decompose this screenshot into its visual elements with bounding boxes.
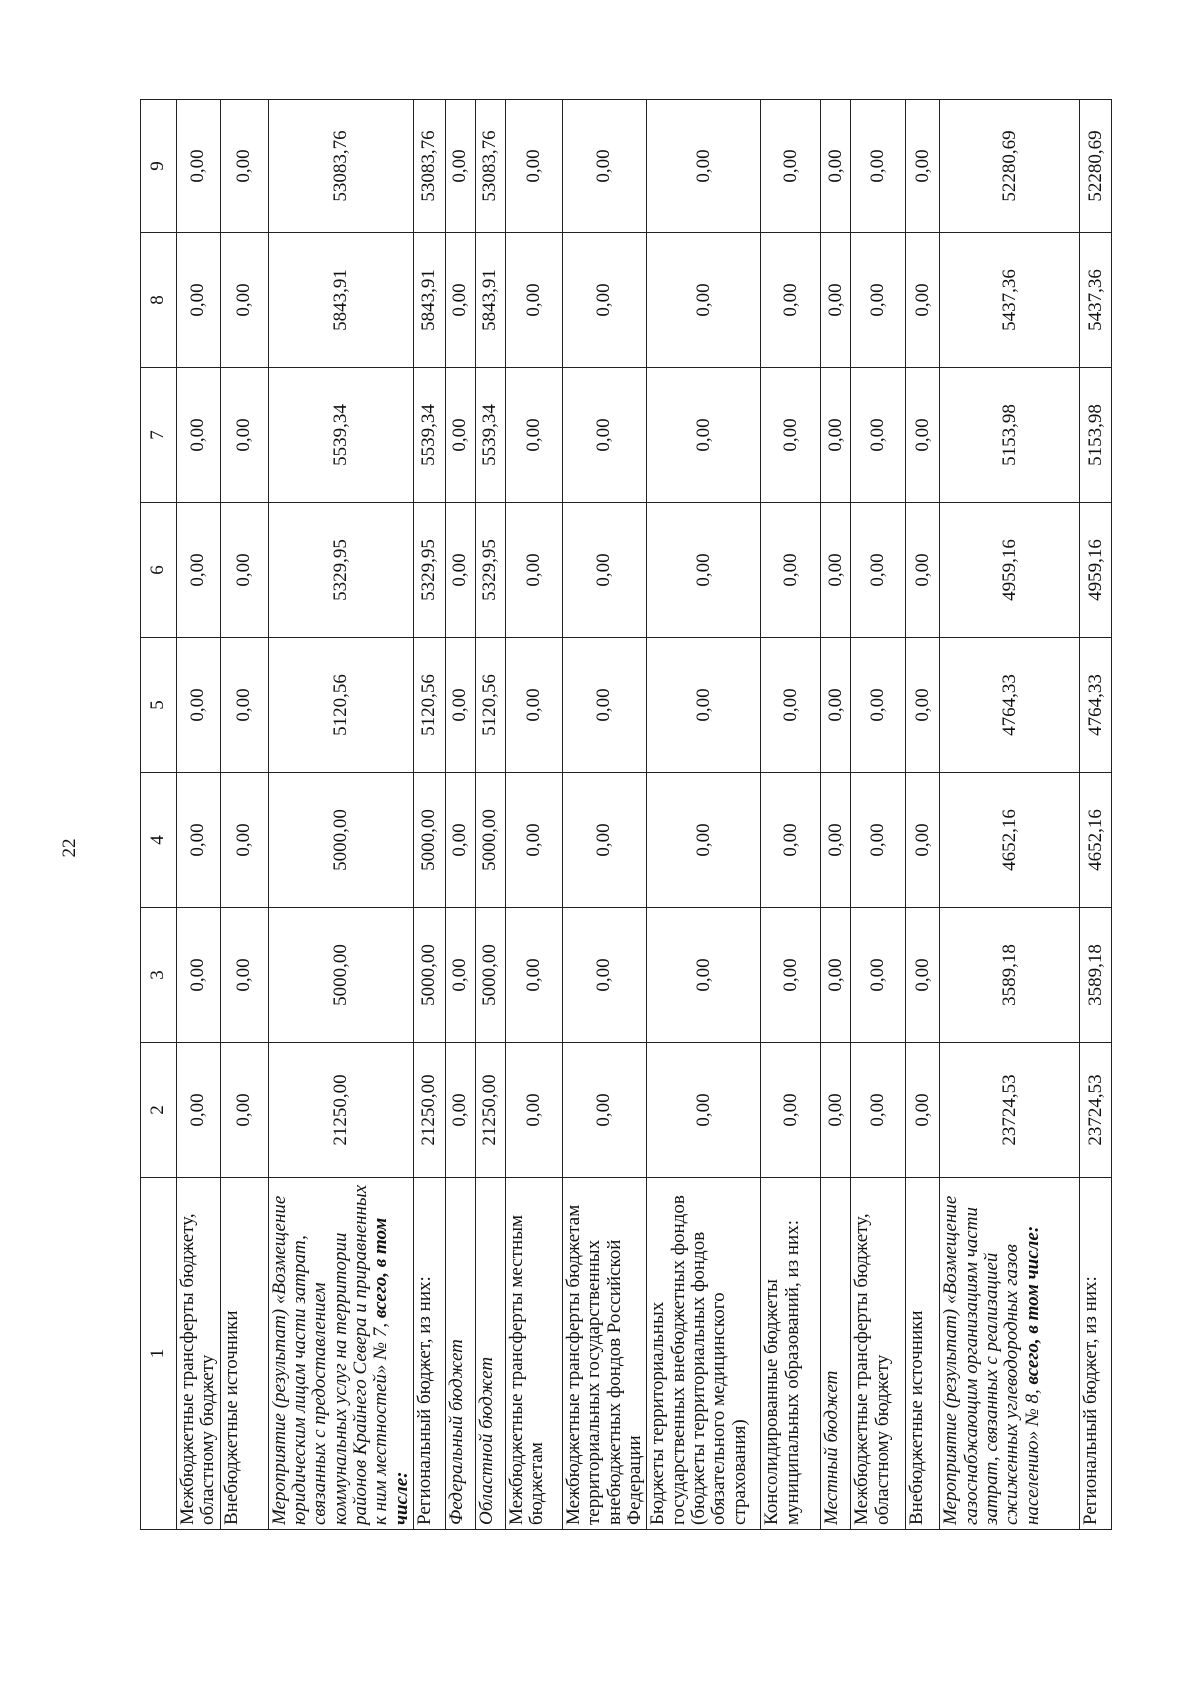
row-label-text: Региональный бюджет, из них: [1080,1276,1102,1525]
row-label-text: Межбюджетные трансферты бюджету, областному бюджету [851,1213,893,1525]
value-cell: 5000,00 [413,773,445,908]
column-number: 3 [141,908,177,1043]
value-cell: 3589,18 [940,908,1080,1043]
value-cell: 0,00 [445,773,475,908]
value-cell: 0,00 [906,233,940,368]
value-cell: 5539,34 [268,368,413,503]
value-cell: 0,00 [647,908,761,1043]
row-label-text: Межбюджетные трансферты бюджету, областному бюджету [177,1213,219,1525]
value-cell: 0,00 [445,503,475,638]
value-cell: 0,00 [761,773,821,908]
table-row [475,100,505,1530]
value-cell: 0,00 [220,908,268,1043]
value-cell: 0,00 [906,503,940,638]
value-cell: 5000,00 [413,908,445,1043]
row-label [268,1178,413,1530]
row-label-text: Областной бюджет [475,1356,497,1525]
value-cell: 5329,95 [268,503,413,638]
table-row [220,100,268,1530]
value-cell: 4652,16 [940,773,1080,908]
value-cell: 5843,91 [413,233,445,368]
row-label-text: Мероприятие (результат) «Возмещение газоснабжающим организациям части затрат, связанных с реализацией сжиженных углеводородных газов населению» № 8, [940,1195,1043,1525]
value-cell: 0,00 [906,773,940,908]
row-label [906,1178,940,1530]
row-label [177,1178,221,1530]
value-cell: 5000,00 [475,908,505,1043]
value-cell: 0,00 [220,1043,268,1178]
value-cell: 0,00 [821,233,851,368]
value-cell: 0,00 [220,503,268,638]
value-cell: 0,00 [647,638,761,773]
value-cell: 0,00 [821,908,851,1043]
value-cell: 0,00 [906,1043,940,1178]
value-cell: 0,00 [761,368,821,503]
table-row [761,100,821,1530]
budget-table-body [141,100,1112,1530]
value-cell: 4959,16 [1080,503,1112,638]
value-cell: 5120,56 [268,638,413,773]
row-label-text: Внебюджетные источники [220,1310,242,1525]
row-label [475,1178,505,1530]
value-cell: 5437,36 [1080,233,1112,368]
value-cell: 0,00 [562,368,646,503]
value-cell: 5120,56 [475,638,505,773]
value-cell: 0,00 [647,503,761,638]
row-label [505,1178,562,1530]
value-cell: 0,00 [177,503,221,638]
value-cell: 4764,33 [940,638,1080,773]
value-cell: 0,00 [220,100,268,233]
value-cell: 0,00 [505,100,562,233]
column-number: 2 [141,1043,177,1178]
value-cell: 0,00 [647,773,761,908]
row-label-text: Межбюджетные трансферты местным бюджетам [505,1215,548,1525]
value-cell: 5153,98 [940,368,1080,503]
row-label-text: Консолидированные бюджеты муниципальных образований, из них: [761,1220,803,1525]
table-row [940,100,1080,1530]
value-cell: 0,00 [562,1043,646,1178]
value-cell: 4959,16 [940,503,1080,638]
value-cell: 21250,00 [268,1043,413,1178]
value-cell: 0,00 [177,908,221,1043]
value-cell: 52280,69 [1080,100,1112,233]
row-label-text: Бюджеты территориальных государственных внебюджетных фондов (бюджеты территориальных фондов обязательного медицинского страхования) [647,1195,750,1525]
value-cell: 0,00 [761,503,821,638]
value-cell: 0,00 [851,100,906,233]
value-cell: 0,00 [505,233,562,368]
row-label [851,1178,906,1530]
value-cell: 52280,69 [940,100,1080,233]
value-cell: 5329,95 [475,503,505,638]
value-cell: 0,00 [761,908,821,1043]
value-cell: 5329,95 [413,503,445,638]
column-number: 5 [141,638,177,773]
value-cell: 3589,18 [1080,908,1112,1043]
value-cell: 0,00 [177,1043,221,1178]
value-cell: 0,00 [851,1043,906,1178]
table-row [1080,100,1112,1530]
value-cell: 0,00 [445,100,475,233]
value-cell: 0,00 [647,233,761,368]
row-label [445,1178,475,1530]
row-label [220,1178,268,1530]
page-number: 22 [59,838,80,858]
value-cell: 4652,16 [1080,773,1112,908]
value-cell: 0,00 [761,100,821,233]
value-cell: 4764,33 [1080,638,1112,773]
value-cell: 5000,00 [268,908,413,1043]
value-cell: 0,00 [562,503,646,638]
value-cell: 0,00 [851,368,906,503]
row-label-tail: всего, в том числе: [1021,1225,1043,1385]
value-cell: 21250,00 [475,1043,505,1178]
value-cell: 0,00 [562,638,646,773]
row-label-text: Мероприятие (результат) «Возмещение юридическим лицам части затрат, связанных с предоставлением коммунальных услуг на территории районов Крайнего Севера и приравненных к ним местностей» № 7, [268,1184,392,1525]
table-row [562,100,646,1530]
row-label [562,1178,646,1530]
column-number: 7 [141,368,177,503]
value-cell: 0,00 [562,100,646,233]
column-number: 6 [141,503,177,638]
value-cell: 0,00 [445,368,475,503]
value-cell: 5000,00 [268,773,413,908]
value-cell: 0,00 [505,773,562,908]
value-cell: 5000,00 [475,773,505,908]
row-label [647,1178,761,1530]
value-cell: 0,00 [761,1043,821,1178]
value-cell: 0,00 [220,638,268,773]
value-cell: 0,00 [851,638,906,773]
value-cell: 0,00 [906,100,940,233]
value-cell: 0,00 [220,773,268,908]
table-row [851,100,906,1530]
value-cell: 21250,00 [413,1043,445,1178]
table-row [906,100,940,1530]
row-label [761,1178,821,1530]
table-row [177,100,221,1530]
value-cell: 5843,91 [268,233,413,368]
value-cell: 5539,34 [413,368,445,503]
value-cell: 0,00 [906,908,940,1043]
value-cell: 0,00 [647,368,761,503]
value-cell: 0,00 [851,908,906,1043]
value-cell: 0,00 [562,773,646,908]
value-cell: 0,00 [445,1043,475,1178]
table-row [505,100,562,1530]
value-cell: 0,00 [505,638,562,773]
column-number: 9 [141,100,177,233]
column-number: 8 [141,233,177,368]
value-cell: 0,00 [821,773,851,908]
value-cell: 5153,98 [1080,368,1112,503]
row-label [1080,1178,1112,1530]
table-row [268,100,413,1530]
value-cell: 0,00 [821,503,851,638]
row-label-text: Внебюджетные источники [906,1310,928,1525]
row-label-text: Региональный бюджет, из них: [413,1276,435,1525]
value-cell: 53083,76 [413,100,445,233]
value-cell: 0,00 [177,368,221,503]
value-cell: 0,00 [177,100,221,233]
row-label-tail: всего, в том числе: [370,1217,412,1525]
value-cell: 0,00 [647,1043,761,1178]
value-cell: 0,00 [220,368,268,503]
value-cell: 0,00 [445,908,475,1043]
column-number: 4 [141,773,177,908]
column-number: 1 [141,1178,177,1530]
value-cell: 0,00 [445,233,475,368]
value-cell: 0,00 [761,233,821,368]
value-cell: 0,00 [177,233,221,368]
value-cell: 5120,56 [413,638,445,773]
value-cell: 53083,76 [475,100,505,233]
value-cell: 0,00 [851,773,906,908]
row-label-text: Межбюджетные трансферты бюджетам территориальных государственных внебюджетных фондов Российской Федерации [562,1204,645,1525]
value-cell: 53083,76 [268,100,413,233]
value-cell: 0,00 [821,638,851,773]
table-row [647,100,761,1530]
value-cell: 5843,91 [475,233,505,368]
value-cell: 0,00 [562,908,646,1043]
value-cell: 5539,34 [475,368,505,503]
row-label [413,1178,445,1530]
table-row [413,100,445,1530]
value-cell: 0,00 [821,1043,851,1178]
value-cell: 0,00 [562,233,646,368]
value-cell: 0,00 [906,638,940,773]
row-label-text: Местный бюджет [821,1370,843,1525]
value-cell: 0,00 [505,908,562,1043]
value-cell: 0,00 [851,233,906,368]
value-cell: 0,00 [505,503,562,638]
value-cell: 0,00 [821,100,851,233]
row-label-text: Федеральный бюджет [445,1339,467,1525]
value-cell: 0,00 [851,503,906,638]
value-cell: 0,00 [821,368,851,503]
row-label [821,1178,851,1530]
value-cell: 5437,36 [940,233,1080,368]
table-row [821,100,851,1530]
table-header-row [141,100,177,1530]
value-cell: 23724,53 [1080,1043,1112,1178]
value-cell: 0,00 [505,368,562,503]
value-cell: 23724,53 [940,1043,1080,1178]
value-cell: 0,00 [761,638,821,773]
value-cell: 0,00 [445,638,475,773]
value-cell: 0,00 [505,1043,562,1178]
budget-table [140,99,1112,1530]
value-cell: 0,00 [177,638,221,773]
value-cell: 0,00 [220,233,268,368]
table-row [445,100,475,1530]
rotated-page-content [140,100,1106,1530]
value-cell: 0,00 [177,773,221,908]
value-cell: 0,00 [647,100,761,233]
value-cell: 0,00 [906,368,940,503]
row-label [940,1178,1080,1530]
